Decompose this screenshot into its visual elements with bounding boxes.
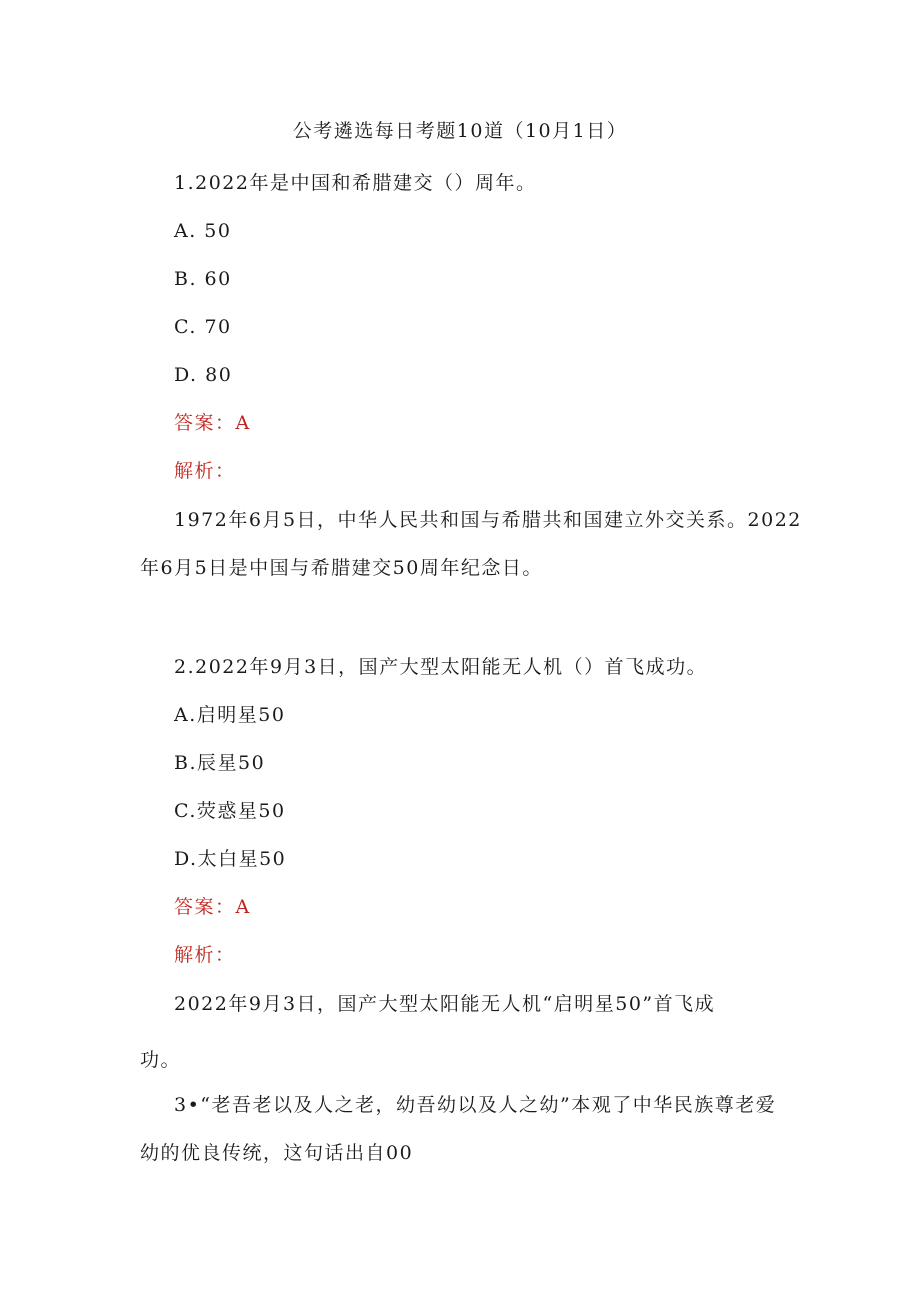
question-1-stem: 1.2022年是中国和希腊建交（）周年。: [174, 172, 537, 194]
question-1-analysis-line-1: 1972年6月5日，中华人民共和国与希腊共和国建立外交关系。2022: [174, 509, 802, 531]
question-1-analysis-line-2: 年6月5日是中国与希腊建交50周年纪念日。: [140, 557, 543, 579]
page-title: 公考遴选每日考题10道（10月1日）: [292, 120, 628, 142]
question-2-answer: 答案：A: [174, 896, 251, 918]
question-1-option-b: B. 60: [174, 268, 232, 290]
question-2-stem: 2.2022年9月3日，国产大型太阳能无人机（）首飞成功。: [174, 656, 708, 678]
question-3-stem-line-1: 3•“老吾老以及人之老，幼吾幼以及人之幼”本观了中华民族尊老爱: [174, 1094, 777, 1116]
question-2-analysis-label: 解析：: [174, 944, 236, 966]
question-2-option-d: D.太白星50: [174, 848, 287, 870]
question-1-answer: 答案：A: [174, 412, 251, 434]
question-2-analysis-line-2: 功。: [140, 1049, 182, 1071]
question-1-option-d: D. 80: [174, 364, 233, 386]
question-2-analysis-line-1: 2022年9月3日，国产大型太阳能无人机“启明星50”首飞成: [174, 993, 716, 1015]
question-2-option-b: B.辰星50: [174, 752, 266, 774]
question-3-stem-line-2: 幼的优良传统，这句话出自00: [140, 1142, 414, 1164]
question-1-option-a: A. 50: [174, 220, 232, 242]
question-1-option-c: C. 70: [174, 316, 232, 338]
question-2-option-c: C.荧惑星50: [174, 800, 286, 822]
question-2-option-a: A.启明星50: [174, 704, 286, 726]
question-1-analysis-label: 解析：: [174, 460, 236, 482]
